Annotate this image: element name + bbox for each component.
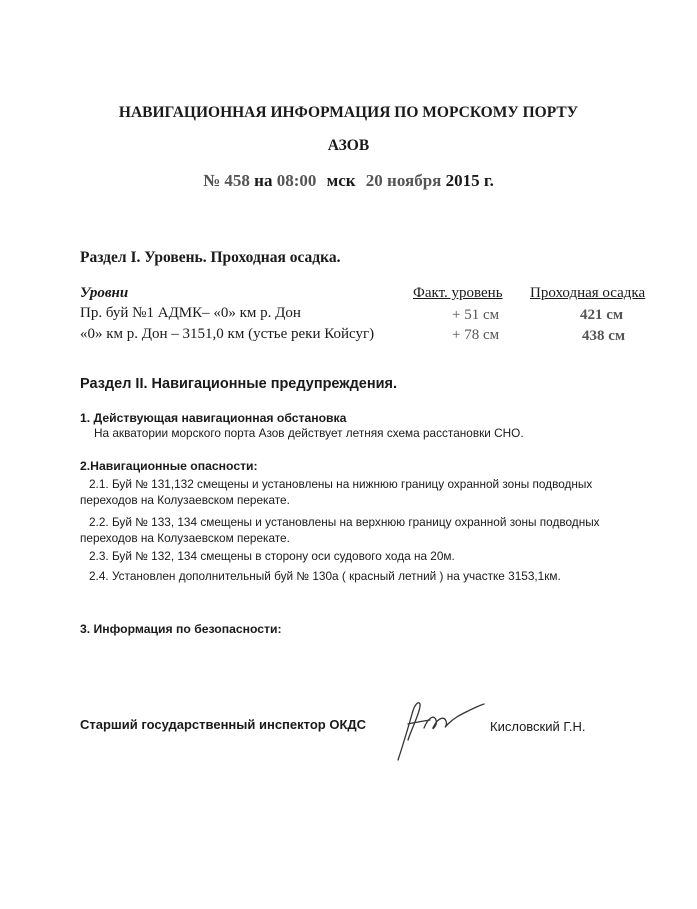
number-prefix: №	[203, 171, 221, 190]
bulletin-time: 08:00	[276, 171, 317, 190]
document-title: НАВИГАЦИОННАЯ ИНФОРМАЦИЯ ПО МОРСКОМУ ПОРТУ	[118, 104, 579, 121]
level-row-2-draft: 438 см	[582, 328, 626, 344]
signatory-role: Старший государственный инспектор ОКДС	[80, 717, 367, 732]
port-name: АЗОВ	[327, 137, 370, 154]
levels-header: Уровни	[80, 285, 129, 301]
hazard-item: 2.1. Буй № 131,132 смещены и установлены на нижнюю границу охранной зоны подводных	[89, 477, 593, 491]
hazard-item: 2.3. Буй № 132, 134 смещены в сторону оси судового хода на 20м.	[89, 549, 455, 563]
fact-level-header: Факт. уровень	[413, 285, 503, 301]
bulletin-date: 20 ноября	[365, 171, 442, 190]
hazard-item: 2.4. Установлен дополнительный буй № 130а ( красный летний ) на участке 3153,1км.	[89, 569, 561, 583]
hazard-item: переходов на Колузаевском перекате.	[80, 531, 290, 545]
section1-title: Раздел I. Уровень. Проходная осадка.	[80, 249, 341, 266]
hazard-item: 2.2. Буй № 133, 134 смещены и установлены на верхнюю границу охранной зоны подводных	[89, 515, 600, 529]
subsection3-title: 3. Информация по безопасности:	[80, 622, 282, 636]
subsection1-text: На акватории морского порта Азов действует летняя схема расстановки СНО.	[94, 426, 524, 440]
level-row-1-name: Пр. буй №1 АДМК– «0» км р. Дон	[80, 305, 301, 321]
bulletin-line	[0, 171, 697, 191]
bulletin-year: 2015 г.	[445, 171, 494, 190]
signatory-name: Кисловский Г.Н.	[490, 719, 586, 734]
level-row-1-draft: 421 см	[580, 307, 624, 323]
hazard-item: переходов на Колузаевском перекате.	[80, 493, 290, 507]
section2-title: Раздел II. Навигационные предупреждения.	[80, 376, 398, 392]
handwritten-signature	[390, 688, 490, 766]
draft-header: Проходная осадка	[530, 285, 646, 301]
level-row-1-fact: + 51 см	[452, 307, 500, 323]
bulletin-number: 458	[224, 171, 250, 190]
subsection1-title: 1. Действующая навигационная обстановка	[80, 411, 347, 425]
timezone: мск	[326, 171, 356, 190]
level-row-2-name: «0» км р. Дон – 3151,0 км (устье реки Койсуг)	[80, 326, 375, 342]
subsection2-title: 2.Навигационные опасности:	[80, 459, 258, 473]
level-row-2-fact: + 78 см	[452, 327, 500, 343]
time-prefix: на	[254, 171, 273, 190]
